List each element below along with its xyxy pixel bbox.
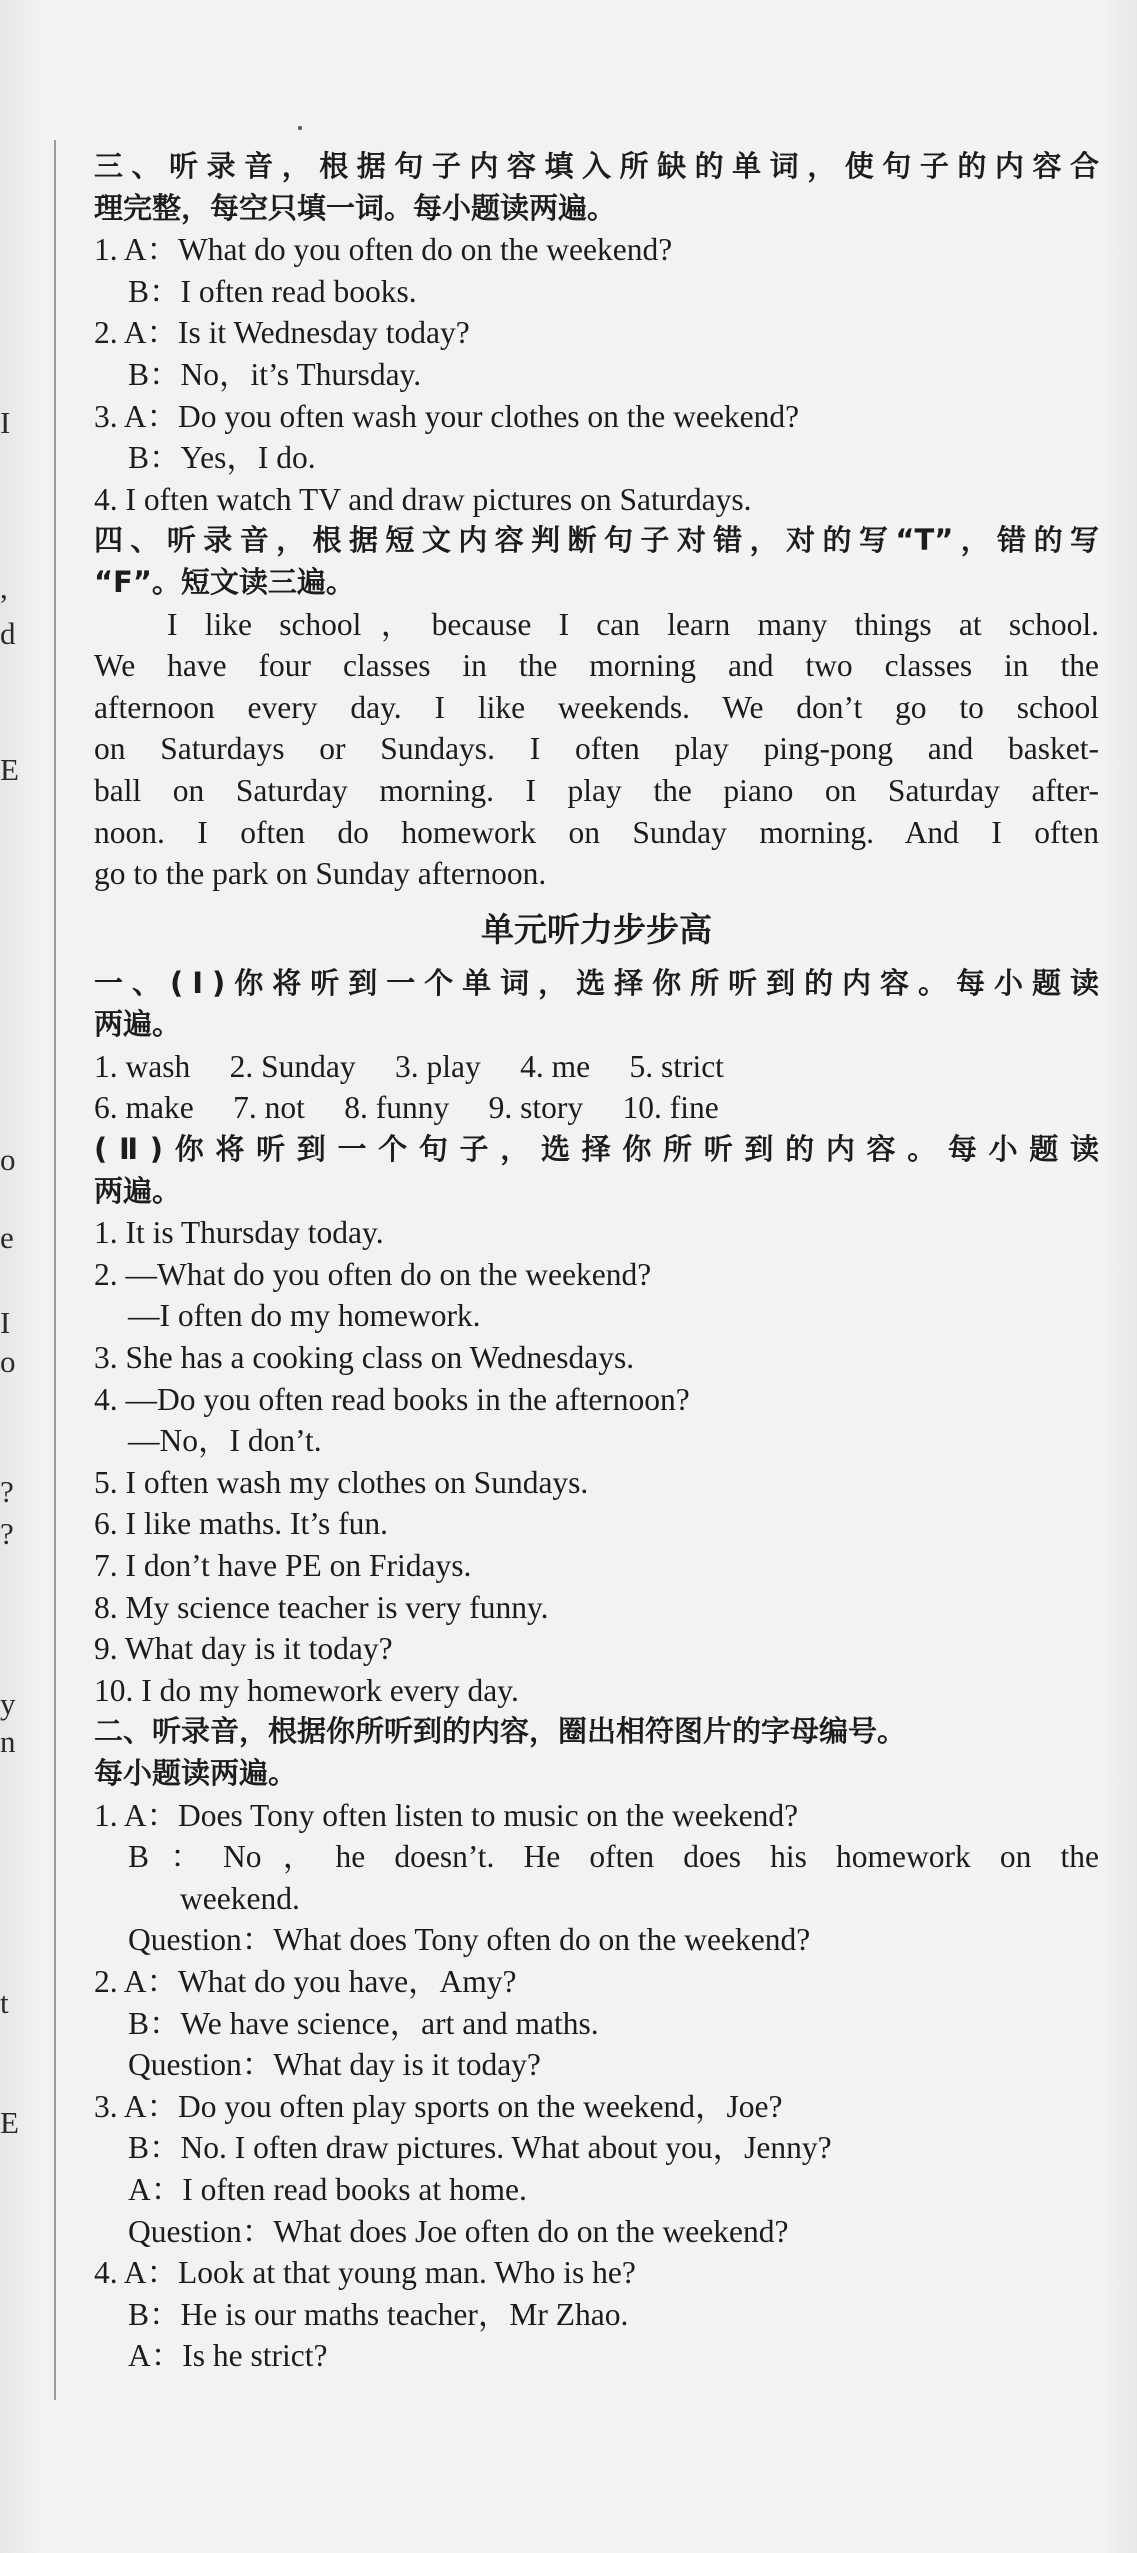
text-line: Question：What day is it today? — [128, 2047, 541, 2083]
text-line: 1. wash 2. Sunday 3. play 4. me 5. strict — [94, 1048, 724, 1084]
margin-fragment: e — [0, 1220, 14, 1255]
text-line: on Saturdays or Sundays. I often play ping-pong and basket- — [94, 731, 1099, 767]
margin-fragment: E — [0, 2105, 19, 2140]
margin-fragment: I — [0, 1305, 11, 1340]
section-heading: 每小题读两遍。 — [94, 1755, 298, 1790]
text-line: weekend. — [180, 1880, 300, 1916]
text-line: go to the park on Sunday afternoon. — [94, 856, 547, 892]
text-line: 3. A：Do you often play sports on the weekend，Joe? — [94, 2088, 783, 2124]
text-line: noon. I often do homework on Sunday morning. And I often — [94, 814, 1099, 850]
text-line: 10. I do my homework every day. — [94, 1672, 519, 1708]
margin-fragment: n — [0, 1724, 16, 1759]
text-line: 9. What day is it today? — [94, 1631, 393, 1667]
margin-fragment: t — [0, 1985, 9, 2020]
text-line: B：No. I often draw pictures. What about you，Jenny? — [128, 2130, 832, 2166]
text-line: 7. I don’t have PE on Fridays. — [94, 1548, 472, 1583]
speck — [298, 126, 302, 130]
text-line: 3. A：Do you often wash your clothes on the weekend? — [94, 398, 800, 434]
margin-fragment: o — [0, 1142, 16, 1177]
section-heading: 三、听录音，根据句子内容填入所缺的单词，使句子的内容合 — [94, 149, 1099, 183]
unit-title: 单元听力步步高 — [481, 909, 712, 949]
margin-fragment: E — [0, 752, 19, 787]
text-line: Question：What does Tony often do on the weekend? — [128, 1922, 811, 1958]
text-line: 3. She has a cooking class on Wednesdays. — [94, 1340, 635, 1376]
text-line: —No，I don’t. — [128, 1423, 322, 1459]
text-line: A：Is he strict? — [128, 2338, 328, 2374]
text-line: 4. A：Look at that young man. Who is he? — [94, 2255, 636, 2291]
section-heading: “F”。短文读三遍。 — [94, 564, 355, 599]
text-line: 1. A：What do you often do on the weekend? — [94, 232, 673, 268]
text-line: B：No，he doesn’t. He often does his homework on the — [128, 1839, 1099, 1875]
text-line: afternoon every day. I like weekends. We don’t go to school — [94, 689, 1099, 725]
text-line: B：He is our maths teacher，Mr Zhao. — [128, 2296, 629, 2332]
text-line: 1. A：Does Tony often listen to music on the weekend? — [94, 1797, 799, 1833]
section-heading: 四、听录音，根据短文内容判断句子对错，对的写“T”，错的写 — [94, 523, 1099, 558]
text-line: B：Yes，I do. — [128, 440, 316, 476]
text-line: 6. I like maths. It’s fun. — [94, 1506, 388, 1542]
section-heading: 二、听录音，根据你所听到的内容，圈出相符图片的字母编号。 — [94, 1714, 907, 1749]
section-heading: 一、(Ⅰ)你将听到一个单词，选择你所听到的内容。每小题读 — [94, 965, 1099, 1000]
section-heading: 两遍。 — [94, 1007, 182, 1042]
text-line: 5. I often wash my clothes on Sundays. — [94, 1464, 589, 1500]
margin-fragment: ? — [0, 1516, 14, 1551]
text-line: —I often do my homework. — [128, 1298, 481, 1334]
margin-fragment: ? — [0, 1474, 14, 1509]
text-line: 1. It is Thursday today. — [94, 1215, 384, 1251]
text-line: 2. —What do you often do on the weekend? — [94, 1256, 652, 1292]
text-line: 8. My science teacher is very funny. — [94, 1589, 549, 1625]
text-line: 4. —Do you often read books in the afternoon? — [94, 1381, 690, 1417]
margin-fragment: , — [0, 570, 8, 605]
text-line: 4. I often watch TV and draw pictures on Saturdays. — [94, 481, 752, 517]
section-heading: (Ⅱ)你将听到一个句子，选择你所听到的内容。每小题读 — [94, 1132, 1099, 1167]
text-line: B：No，it’s Thursday. — [128, 356, 422, 392]
text-line: A：I often read books at home. — [128, 2171, 527, 2207]
margin-fragment: o — [0, 1344, 16, 1379]
text-line: Question：What does Joe often do on the weekend? — [128, 2213, 789, 2249]
left-margin-rule — [54, 140, 56, 2400]
text-line: B：We have science，art and maths. — [128, 2005, 599, 2041]
margin-fragment: y — [0, 1686, 16, 1721]
page-content — [94, 146, 1099, 2377]
text-line: B：I often read books. — [128, 273, 417, 309]
text-line: 2. A：What do you have，Amy? — [94, 1963, 517, 1999]
margin-fragment: I — [0, 405, 11, 440]
section-heading: 两遍。 — [94, 1173, 182, 1208]
text-line: I like school，because I can learn many things at school. — [167, 606, 1099, 642]
section-heading: 理完整，每空只填一词。每小题读两遍。 — [94, 190, 617, 225]
text-line: 2. A：Is it Wednesday today? — [94, 315, 470, 351]
text-line: 6. make 7. not 8. funny 9. story 10. fine — [94, 1090, 719, 1126]
text-line: We have four classes in the morning and two classes in the — [94, 648, 1099, 684]
text-line: ball on Saturday morning. I play the piano on Saturday after- — [94, 772, 1099, 808]
margin-fragment: d — [0, 616, 16, 651]
